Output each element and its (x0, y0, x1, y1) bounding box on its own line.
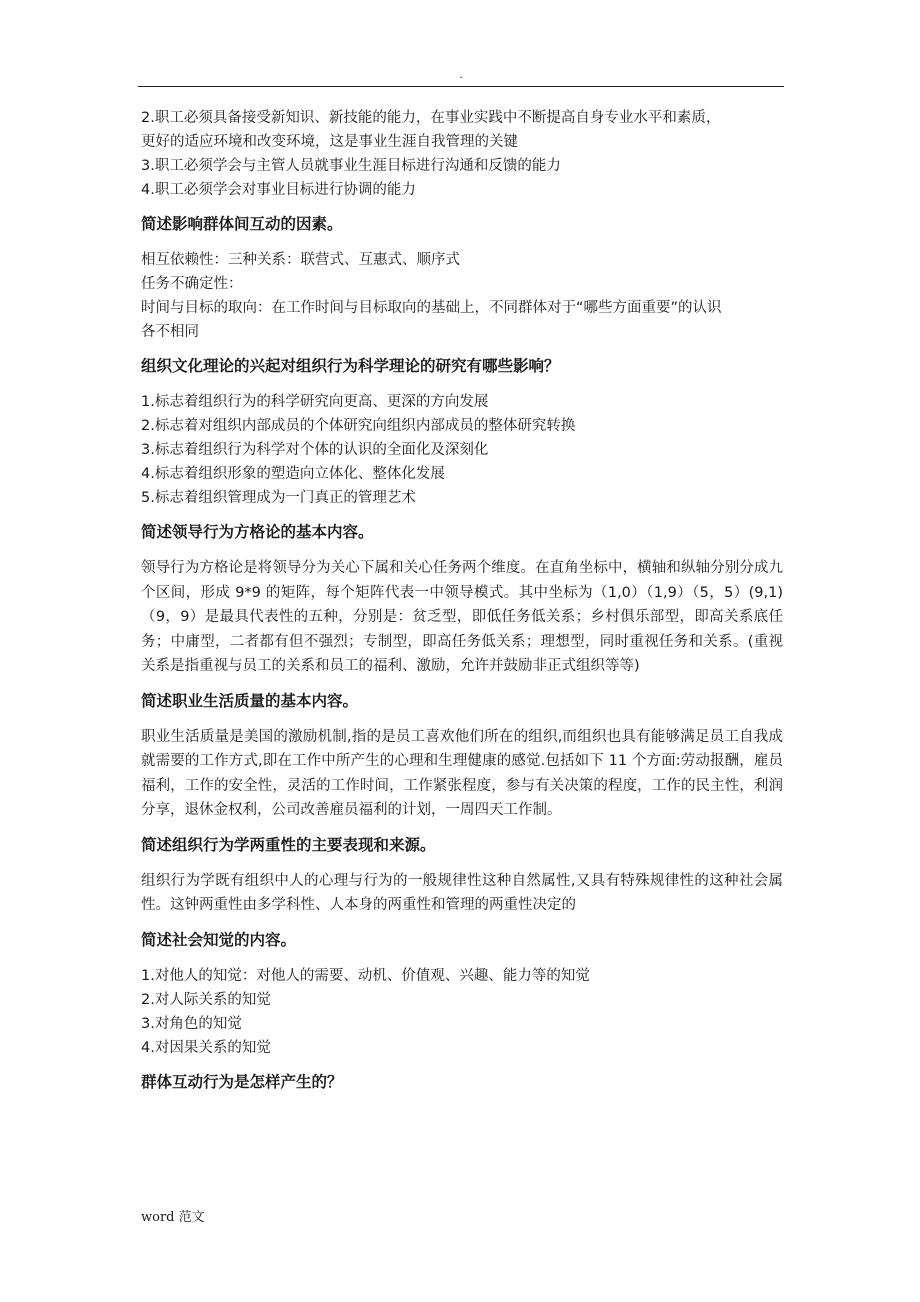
section-managerial-grid (141, 520, 783, 679)
document-body (141, 106, 783, 1106)
section-social-perception (141, 928, 783, 1060)
section-paragraph: 领导行为方格论是将领导分为关心下属和关心任务两个维度。在直角坐标中，横轴和纵轴分别分成九个区间，形成 9*9 的矩阵，每个矩阵代表一中领导模式。其中坐标为（1,0）（1,9）（5，5）(9,1)（9，9）是最具代表性的五种，分别是：贫乏型，即低任务低关系；乡村俱乐部型，即高关系底任务；中庸型，二者都有但不强烈；专制型，即高任务低关系；理想型，同时重视任务和关系。(重视关系是指重视与员工的关系和员工的福利、激励，允许并鼓励非正式组织等等) (141, 560, 783, 674)
section-organizational-culture (141, 354, 783, 510)
list-item: 时间与目标的取向：在工作时间与目标取向的基础上，不同群体对于“哪些方面重要”的认识 (141, 300, 722, 316)
list-item: 3.职工必须学会与主管人员就事业生涯目标进行沟通和反馈的能力 (141, 158, 561, 174)
page-header (138, 68, 784, 87)
list-item: 4.职工必须学会对事业目标进行协调的能力 (141, 182, 416, 198)
list-item: 各不相同 (141, 324, 199, 340)
section-duality (141, 833, 783, 918)
list-item: 任务不确定性： (141, 276, 243, 292)
list-item: 2.标志着对组织内部成员的个体研究向组织内部成员的整体研究转换 (141, 418, 576, 434)
list-item: 5.标志着组织管理成为一门真正的管理艺术 (141, 490, 416, 506)
list-item: 3.标志着组织行为科学对个体的认识的全面化及深刻化 (141, 442, 489, 458)
section-group-interaction-origin (141, 1070, 783, 1094)
section-heading: 简述组织行为学两重性的主要表现和来源。 (141, 835, 436, 854)
header-mark: . (459, 68, 463, 81)
list-item: 1.标志着组织行为的科学研究向更高、更深的方向发展 (141, 394, 489, 410)
section-heading: 简述领导行为方格论的基本内容。 (141, 523, 374, 541)
section-quality-of-work-life (141, 689, 783, 823)
page-footer: word 范文 (141, 1210, 205, 1225)
section-intergroup-interaction (141, 212, 783, 344)
section-paragraph: 职业生活质量是美国的激励机制,指的是员工喜欢他们所在的组织,而组织也具有能够满足员工自我成就需要的工作方式,即在工作中所产生的心理和生理健康的感觉.包括如下 11 个方面:劳动报酬，雇员福利，工作的安全性，灵活的工作时间，工作紧张程度，参与有关决策的程度，工作的民主性，利润分享，退休金权利，公司改善雇员福利的计划，一周四天工作制。 (141, 728, 783, 818)
section-heading: 简述职业生活质量的基本内容。 (141, 691, 359, 710)
section-paragraph: 组织行为学既有组织中人的心理与行为的一般规律性这种自然属性,又具有特殊规律性的这种社会属性。这钟两重性由多学科性、人本身的两重性和管理的两重性决定的 (141, 872, 783, 913)
list-item: 1.对他人的知觉：对他人的需要、动机、价值观、兴趣、能力等的知觉 (141, 967, 590, 984)
list-item: 4.标志着组织形象的塑造向立体化、整体化发展 (141, 466, 445, 482)
section-career-management (141, 106, 783, 202)
list-item: 2.对人际关系的知觉 (141, 991, 271, 1008)
list-item: 相互依赖性：三种关系：联营式、互惠式、顺序式 (141, 252, 460, 268)
list-item: 更好的适应环境和改变环境，这是事业生涯自我管理的关键 (141, 134, 518, 150)
list-item: 3.对角色的知觉 (141, 1015, 242, 1032)
section-heading: 简述影响群体间互动的因素。 (141, 215, 343, 233)
section-heading: 群体互动行为是怎样产生的？ (141, 1072, 343, 1091)
section-heading: 组织文化理论的兴起对组织行为科学理论的研究有哪些影响？ (141, 357, 560, 375)
list-item: 4.对因果关系的知觉 (141, 1039, 271, 1056)
section-heading: 简述社会知觉的内容。 (141, 930, 297, 949)
list-item: 2.职工必须具备接受新知识、新技能的能力，在事业实践中不断提高自身专业水平和素质， (141, 110, 721, 126)
